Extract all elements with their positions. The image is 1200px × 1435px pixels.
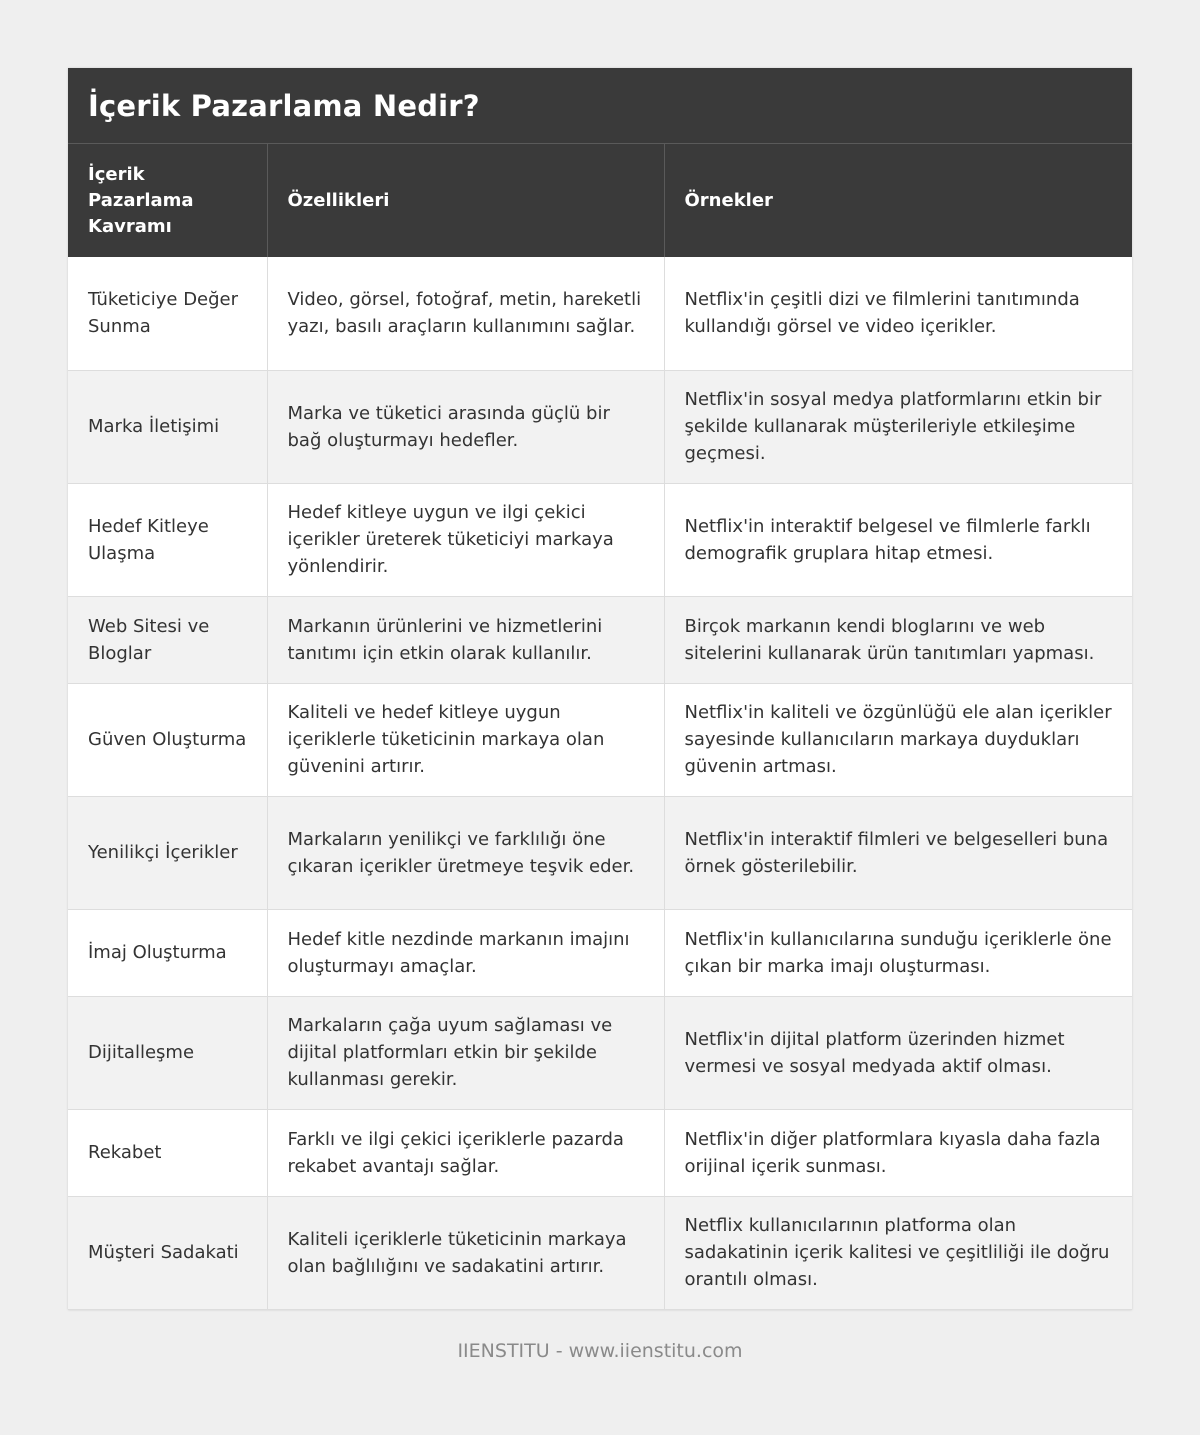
- table-row: [68, 483, 1132, 596]
- table-row: [68, 796, 1132, 909]
- examples-cell: Netflix'in interaktif filmleri ve belgeselleri buna örnek gösterilebilir.: [664, 796, 1132, 909]
- concept-cell: Yenilikçi İçerikler: [68, 796, 267, 909]
- features-cell: Markaların çağa uyum sağlaması ve dijital platformları etkin bir şekilde kullanması gerekir.: [267, 996, 664, 1109]
- examples-cell: Netflix kullanıcılarının platforma olan sadakatinin içerik kalitesi ve çeşitliliği ile doğru orantılı olması.: [664, 1196, 1132, 1309]
- examples-cell: Netflix'in kullanıcılarına sunduğu içeriklerle öne çıkan bir marka imajı oluşturması.: [664, 909, 1132, 996]
- features-cell: Markaların yenilikçi ve farklılığı öne çıkaran içerikler üretmeye teşvik eder.: [267, 796, 664, 909]
- table-row: [68, 996, 1132, 1109]
- features-cell: Kaliteli ve hedef kitleye uygun içeriklerle tüketicinin markaya olan güvenini artırır.: [267, 683, 664, 796]
- features-cell: Markanın ürünlerini ve hizmetlerini tanıtımı için etkin olarak kullanılır.: [267, 596, 664, 683]
- table-row: [68, 1196, 1132, 1309]
- table-row: [68, 257, 1132, 370]
- concept-cell: Dijitalleşme: [68, 996, 267, 1109]
- concept-cell: Müşteri Sadakati: [68, 1196, 267, 1309]
- examples-cell: Netflix'in çeşitli dizi ve filmlerini tanıtımında kullandığı görsel ve video içerikler.: [664, 257, 1132, 370]
- features-cell: Kaliteli içeriklerle tüketicinin markaya olan bağlılığını ve sadakatini artırır.: [267, 1196, 664, 1309]
- concept-table: [68, 144, 1132, 1310]
- concept-cell: Güven Oluşturma: [68, 683, 267, 796]
- concept-cell: Rekabet: [68, 1109, 267, 1196]
- features-cell: Marka ve tüketici arasında güçlü bir bağ oluşturmayı hedefler.: [267, 370, 664, 483]
- page-title: İçerik Pazarlama Nedir?: [88, 88, 480, 123]
- examples-cell: Netflix'in diğer platformlara kıyasla daha fazla orijinal içerik sunması.: [664, 1109, 1132, 1196]
- table-row: [68, 683, 1132, 796]
- content-card: [68, 68, 1132, 1310]
- table-header-row: [68, 144, 1132, 257]
- examples-cell: Birçok markanın kendi bloglarını ve web sitelerini kullanarak ürün tanıtımları yapması.: [664, 596, 1132, 683]
- column-header-concept: İçerik Pazarlama Kavramı: [68, 144, 267, 257]
- examples-cell: Netflix'in dijital platform üzerinden hizmet vermesi ve sosyal medyada aktif olması.: [664, 996, 1132, 1109]
- concept-cell: İmaj Oluşturma: [68, 909, 267, 996]
- title-bar: [68, 68, 1132, 144]
- table-row: [68, 370, 1132, 483]
- footer-credit: IIENSTITU - www.iienstitu.com: [457, 1340, 743, 1362]
- concept-cell: Marka İletişimi: [68, 370, 267, 483]
- column-header-features: Özellikleri: [267, 144, 664, 257]
- concept-cell: Web Sitesi ve Bloglar: [68, 596, 267, 683]
- table-row: [68, 909, 1132, 996]
- features-cell: Farklı ve ilgi çekici içeriklerle pazarda rekabet avantajı sağlar.: [267, 1109, 664, 1196]
- features-cell: Video, görsel, fotoğraf, metin, hareketli yazı, basılı araçların kullanımını sağlar.: [267, 257, 664, 370]
- features-cell: Hedef kitle nezdinde markanın imajını oluşturmayı amaçlar.: [267, 909, 664, 996]
- examples-cell: Netflix'in sosyal medya platformlarını etkin bir şekilde kullanarak müşterileriyle etkileşime geçmesi.: [664, 370, 1132, 483]
- examples-cell: Netflix'in kaliteli ve özgünlüğü ele alan içerikler sayesinde kullanıcıların markaya duydukları güvenin artması.: [664, 683, 1132, 796]
- concept-cell: Hedef Kitleye Ulaşma: [68, 483, 267, 596]
- features-cell: Hedef kitleye uygun ve ilgi çekici içerikler üreterek tüketiciyi markaya yönlendirir.: [267, 483, 664, 596]
- examples-cell: Netflix'in interaktif belgesel ve filmlerle farklı demografik gruplara hitap etmesi.: [664, 483, 1132, 596]
- concept-cell: Tüketiciye Değer Sunma: [68, 257, 267, 370]
- column-header-examples: Örnekler: [664, 144, 1132, 257]
- table-row: [68, 1109, 1132, 1196]
- table-row: [68, 596, 1132, 683]
